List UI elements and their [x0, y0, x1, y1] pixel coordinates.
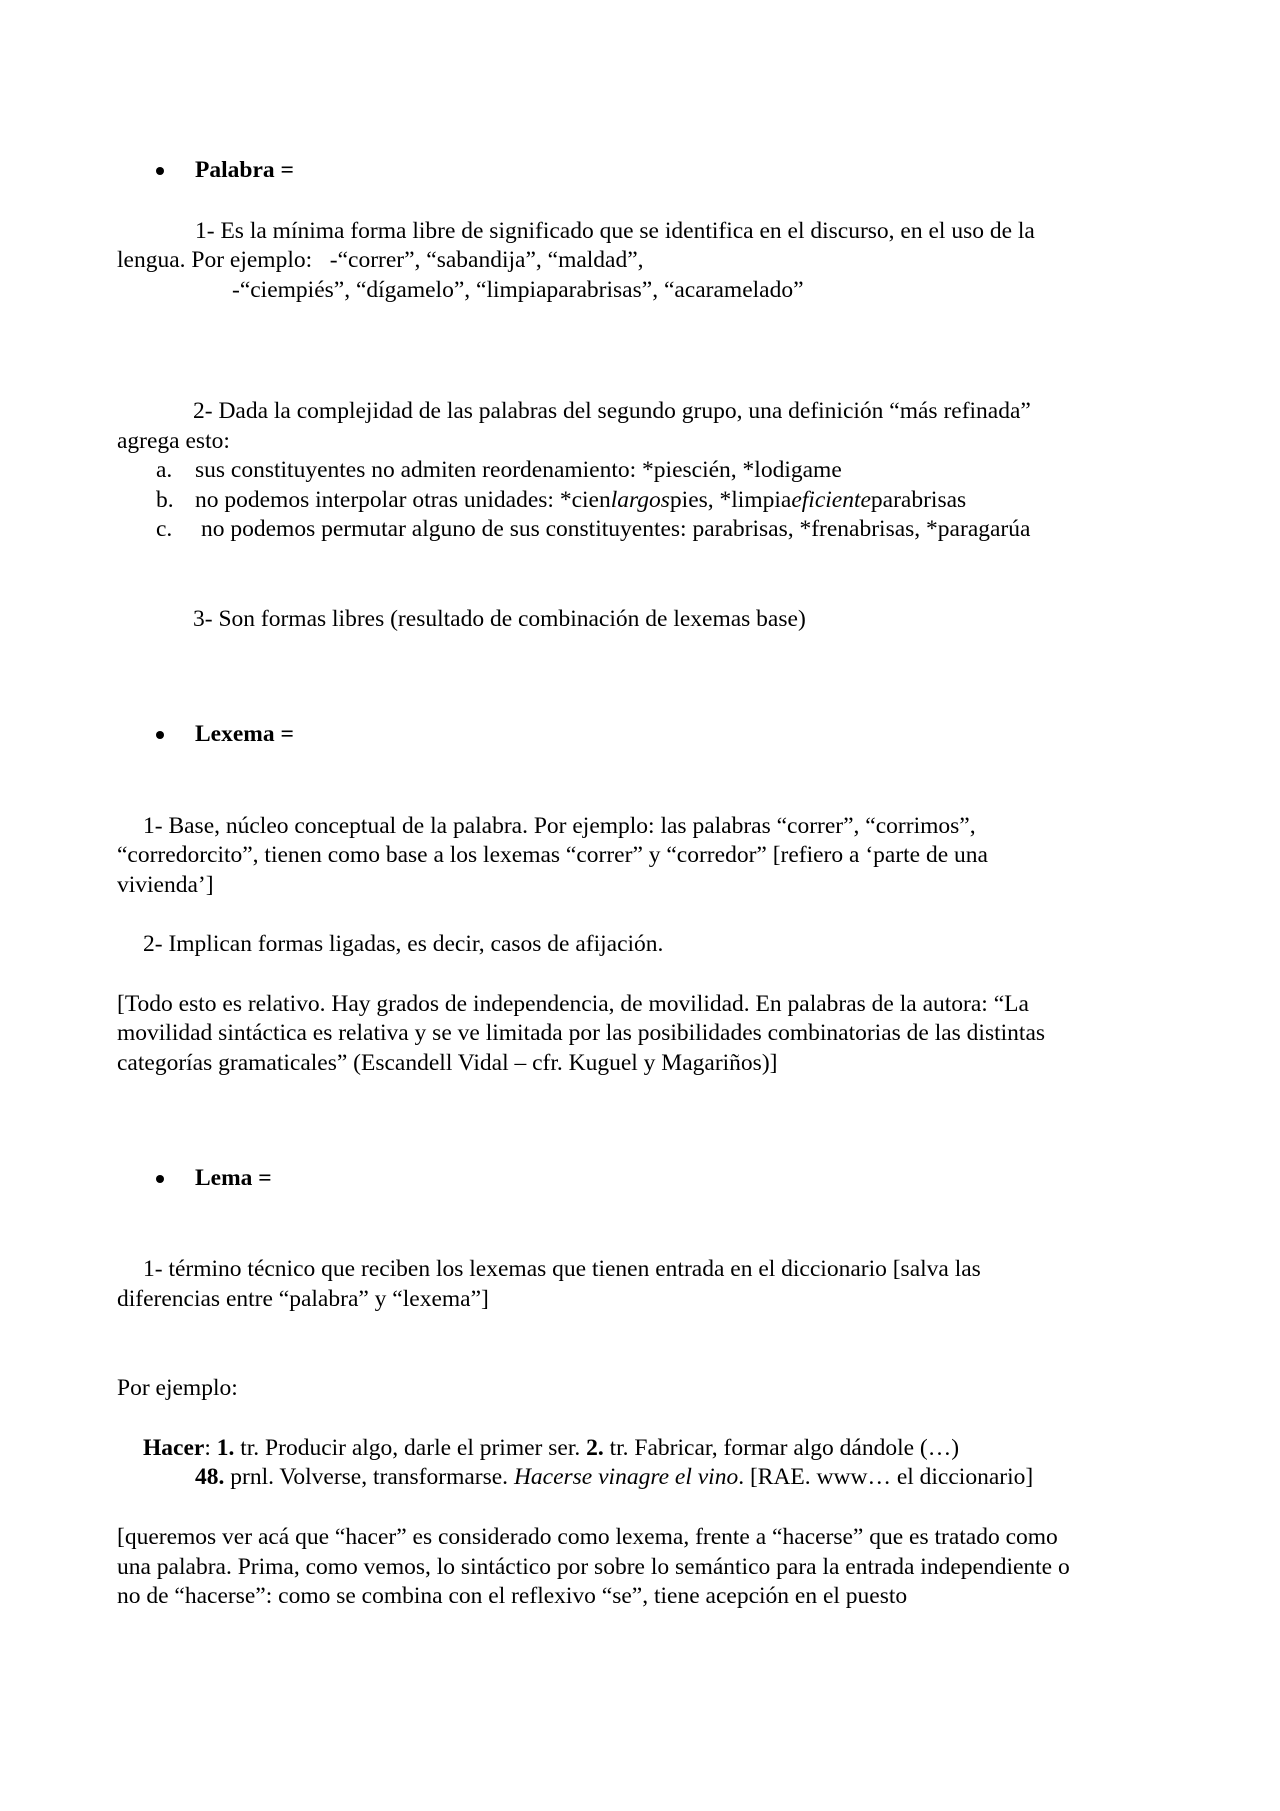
lema-p1-line1: 1- término técnico que reciben los lexemas que tienen entrada en el diccionario [salva las — [143, 1256, 981, 1282]
lema-comment-line3: no de “hacerse”: como se combina con el reflexivo “se”, tiene acepción en el puesto — [117, 1583, 908, 1609]
list-marker-c: c. — [156, 516, 173, 542]
heading-palabra: Palabra = — [195, 157, 294, 183]
list-item-b: no podemos interpolar otras unidades: *cienlargospies, *limpiaeficienteparabrisas — [195, 487, 967, 513]
list-item-c: no podemos permutar alguno de sus constituyentes: parabrisas, *frenabrisas, *paragarúa — [201, 516, 1031, 542]
lexema-p2: 2- Implican formas ligadas, es decir, casos de afijación. — [143, 931, 664, 957]
palabra-p1-line3: -“ciempiés”, “dígamelo”, “limpiaparabrisas”, “acaramelado” — [232, 277, 804, 303]
palabra-p1-line1: 1- Es la mínima forma libre de significado que se identifica en el discurso, en el uso de la — [195, 218, 1035, 244]
lema-comment-line1: [queremos ver acá que “hacer” es considerado como lexema, frente a “hacerse” que es tratado como — [117, 1524, 1058, 1550]
lexema-p1-line2: “corredorcito”, tienen como base a los lexemas “correr” y “corredor” [refiero a ‘parte de una — [117, 842, 988, 868]
dictionary-entry-line1: Hacer: 1. tr. Producir algo, darle el primer ser. 2. tr. Fabricar, formar algo dándole (…) — [143, 1435, 960, 1461]
lexema-note-line1: [Todo esto es relativo. Hay grados de independencia, de movilidad. En palabras de la autora: “La — [117, 991, 1029, 1017]
bullet-palabra — [156, 167, 164, 175]
entry-headword: Hacer — [143, 1435, 205, 1461]
list-marker-a: a. — [156, 457, 173, 483]
lema-comment-line2: una palabra. Prima, como vemos, lo sintáctico por sobre lo semántico para la entrada independiente o — [117, 1554, 1070, 1580]
palabra-p2-line1: 2- Dada la complejidad de las palabras del segundo grupo, una definición “más refinada” — [193, 398, 1031, 424]
palabra-p1-line2: lengua. Por ejemplo: -“correr”, “sabandija”, “maldad”, — [117, 247, 644, 273]
lema-p1-line2: diferencias entre “palabra” y “lexema”] — [117, 1286, 489, 1312]
lexema-note-line3: categorías gramaticales” (Escandell Vidal – cfr. Kuguel y Magariños)] — [117, 1050, 778, 1076]
heading-lema: Lema = — [195, 1165, 272, 1191]
lexema-note-line2: movilidad sintáctica es relativa y se ve limitada por las posibilidades combinatorias de las distintas — [117, 1020, 1046, 1046]
lexema-p1-line3: vivienda’] — [117, 872, 214, 898]
palabra-p2-line2: agrega esto: — [117, 428, 230, 454]
palabra-p3: 3- Son formas libres (resultado de combinación de lexemas base) — [193, 606, 806, 632]
bullet-lexema — [156, 731, 164, 739]
list-item-a: sus constituyentes no admiten reordenamiento: *piescién, *lodigame — [195, 457, 842, 483]
lema-example-intro: Por ejemplo: — [117, 1375, 238, 1401]
list-marker-b: b. — [156, 487, 174, 513]
dictionary-entry-line2: 48. prnl. Volverse, transformarse. Hacerse vinagre el vino. [RAE. www… el diccionario] — [195, 1464, 1034, 1490]
heading-lexema: Lexema = — [195, 721, 294, 747]
bullet-lema — [156, 1175, 164, 1183]
lexema-p1-line1: 1- Base, núcleo conceptual de la palabra. Por ejemplo: las palabras “correr”, “corrimos”, — [143, 813, 976, 839]
